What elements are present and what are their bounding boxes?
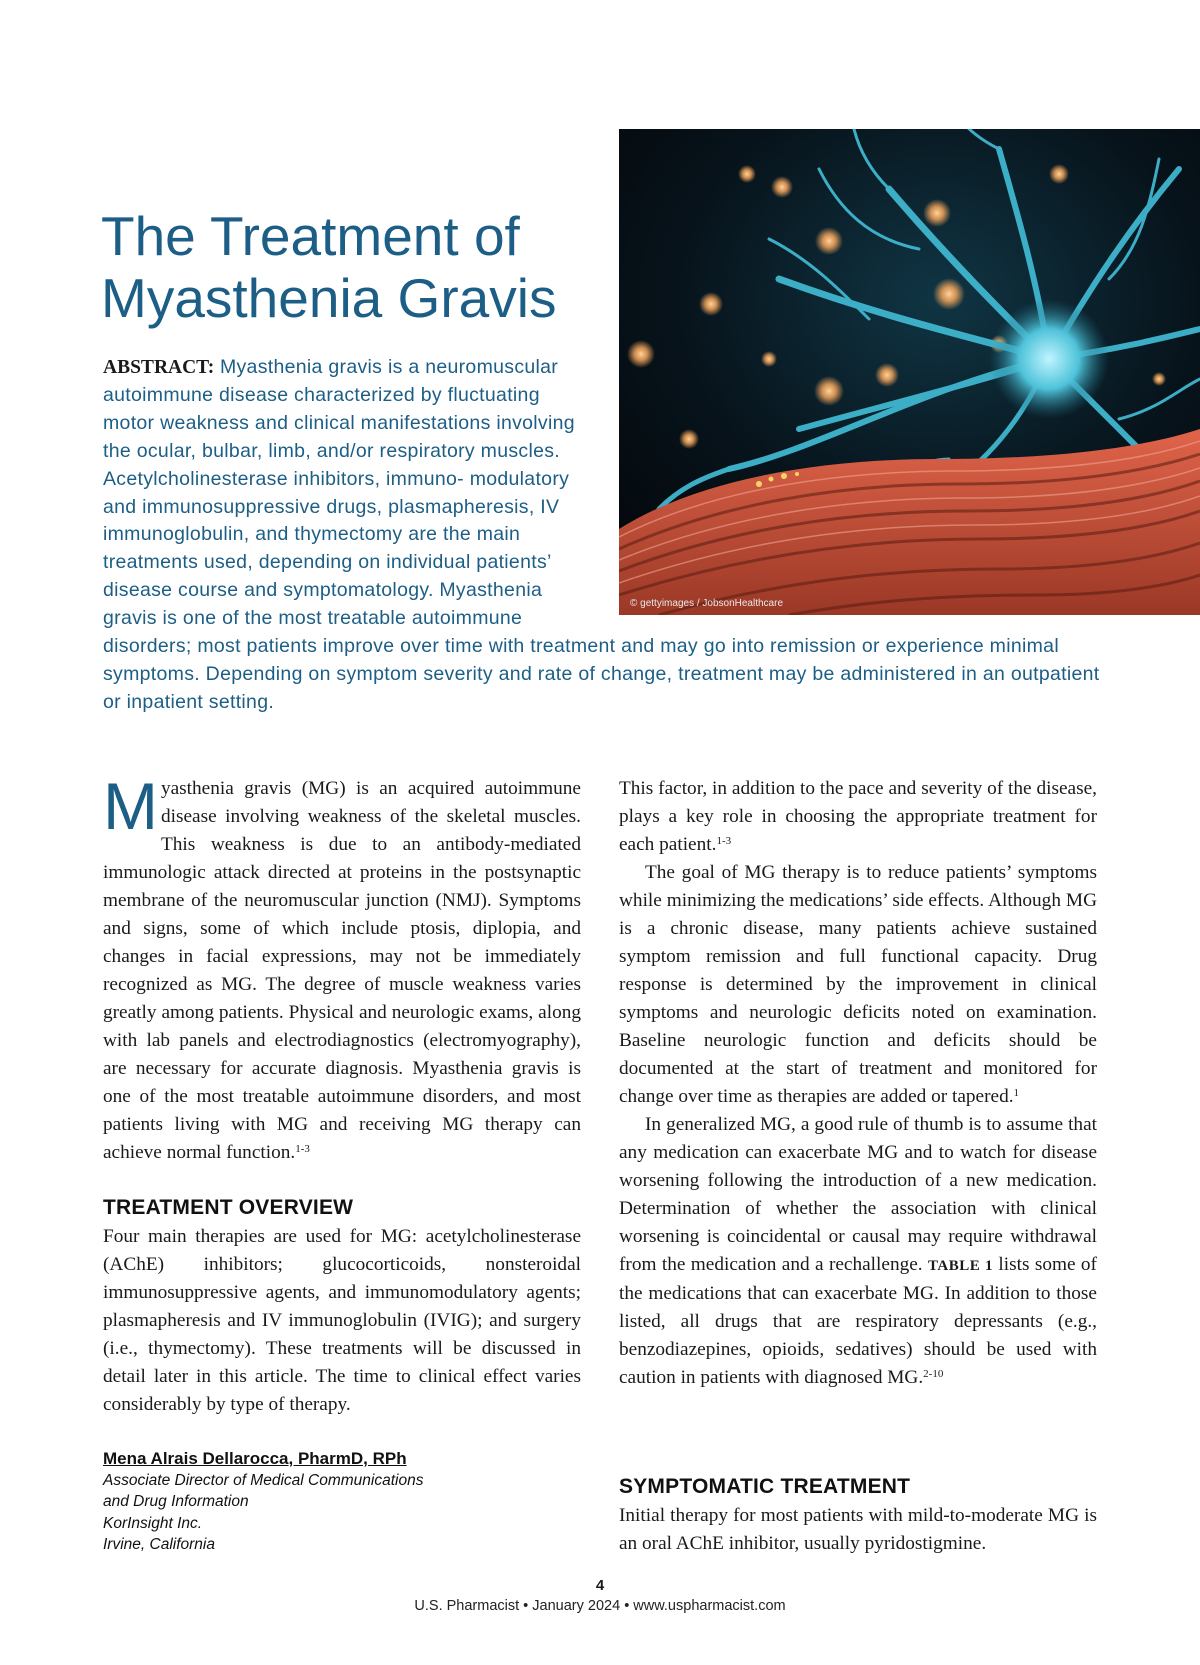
right-p3-text-a: In generalized MG, a good rule of thumb is to assume that any medication can exacerbate MG and to watch for disease worsening following the introduction of a new medication. Determination of whether the association with clinical worsening is coincidental or causal may require withdrawal from the medication and a rechallenge. xyxy=(619,1114,1097,1275)
right-paragraph-1 xyxy=(619,775,1097,859)
drop-cap: M xyxy=(103,769,158,843)
image-float-spacer xyxy=(580,354,1100,616)
right-p3-text-b: lists some of the medications that can exacerbate MG. In addition to those listed, all drugs that are respiratory depressants (e.g., benzodiazepines, opioids, sedatives) should be used with caution in patients with diagnosed MG. xyxy=(619,1254,1097,1388)
author-location: Irvine, California xyxy=(103,1536,215,1553)
intro-reference: 1-3 xyxy=(295,1143,310,1155)
intro-paragraph xyxy=(103,769,581,1167)
author-title-1: Associate Director of Medical Communications xyxy=(103,1471,424,1489)
treatment-overview-heading: TREATMENT OVERVIEW xyxy=(103,1196,354,1219)
author-block xyxy=(103,1448,523,1556)
right-p2-text: The goal of MG therapy is to reduce patients’ symptoms while minimizing the medications’ side effects. Although MG is a chronic disease, many patients achieve sustained symptom remission and full functional capacity. Drug response is determined by the improvement in clinical symptoms and neurologic deficits noted on examination. Baseline neurologic function and deficits should be documented at the start of treatment and monitored for change over time as therapies are added or tapered. xyxy=(619,862,1097,1107)
title-line-2: Myasthenia Gravis xyxy=(101,267,557,329)
article-title xyxy=(101,205,621,329)
intro-text: yasthenia gravis (MG) is an acquired autoimmune disease involving weakness of the skeletal muscles. This weakness is due to an antibody-mediated immunologic attack directed at proteins in the postsynaptic membrane of the neuromuscular junction (NMJ). Symptoms and signs, some of which include ptosis, diplopia, and changes in facial expressions, may not be immediately recognized as MG. The degree of muscle weakness varies greatly among patients. Physical and neurologic exams, along with lab panels and electrodiagnostics (electromyography), are necessary for accurate diagnosis. Myasthenia gravis is one of the most treatable autoimmune disorders, and most patients living with MG and receiving MG therapy can achieve normal function. xyxy=(103,778,581,1163)
author-name: Mena Alrais Dellarocca, PharmD, RPh xyxy=(103,1449,407,1468)
right-p1-reference: 1-3 xyxy=(716,835,732,847)
author-company: KorInsight Inc. xyxy=(103,1514,203,1532)
page-number: 4 xyxy=(595,1577,605,1594)
abstract-text: Myasthenia gravis is a neuromuscular autoimmune disease characterized by fluctuating motor weakness and clinical manifestations involving the ocular, bulbar, limb, and/or respiratory muscles. Acetylcholinesterase inhibitors, immuno- modulatory and immunosuppressive drugs, plasmapheresis, IV immunoglobulin, and thymectomy are the main treatments used, depending on individual patients’ disease course and symptomatology. Myasthenia gravis is one of the most treatable autoimmune disorders; most patients improve over time with treatment and may go into remission or experience minimal symptoms. Depending on symptom severity and rate of change, treatment may be administered in an outpatient or inpatient setting. xyxy=(103,356,1100,713)
right-p1-text: This factor, in addition to the pace and severity of the disease, plays a key role in choosing the appropriate treatment for each patient. xyxy=(619,778,1097,855)
right-p2-reference: 1 xyxy=(1013,1087,1020,1099)
right-p3-reference: 2-10 xyxy=(923,1368,944,1380)
symptomatic-treatment-text: Initial therapy for most patients with mild-to-moderate MG is an oral AChE inhibitor, usually pyridostigmine. xyxy=(619,1505,1097,1554)
right-paragraph-2 xyxy=(619,859,1097,1111)
publication-footer: U.S. Pharmacist • January 2024 • www.uspharmacist.com xyxy=(414,1598,786,1614)
table-reference: TABLE 1 xyxy=(927,1258,994,1274)
abstract-label: ABSTRACT: xyxy=(103,357,215,378)
right-column xyxy=(619,775,1097,1392)
treatment-overview-text: Four main therapies are used for MG: acetylcholinesterase (AChE) inhibitors; glucocorticoids, nonsteroidal immunosuppressive agents, and immunomodulatory agents; plasmapheresis and IV immunoglobulin (IVIG); and surgery (i.e., thymectomy). These treatments will be discussed in detail later in this article. The time to clinical effect varies considerably by type of therapy. xyxy=(103,1226,581,1415)
abstract xyxy=(103,354,1100,717)
author-title-2: and Drug Information xyxy=(103,1493,249,1510)
image-credit: © gettyimages / JobsonHealthcare xyxy=(630,598,784,609)
symptomatic-treatment-heading: SYMPTOMATIC TREATMENT xyxy=(619,1475,911,1498)
title-line-1: The Treatment of xyxy=(101,205,520,267)
right-paragraph-3 xyxy=(619,1111,1097,1392)
